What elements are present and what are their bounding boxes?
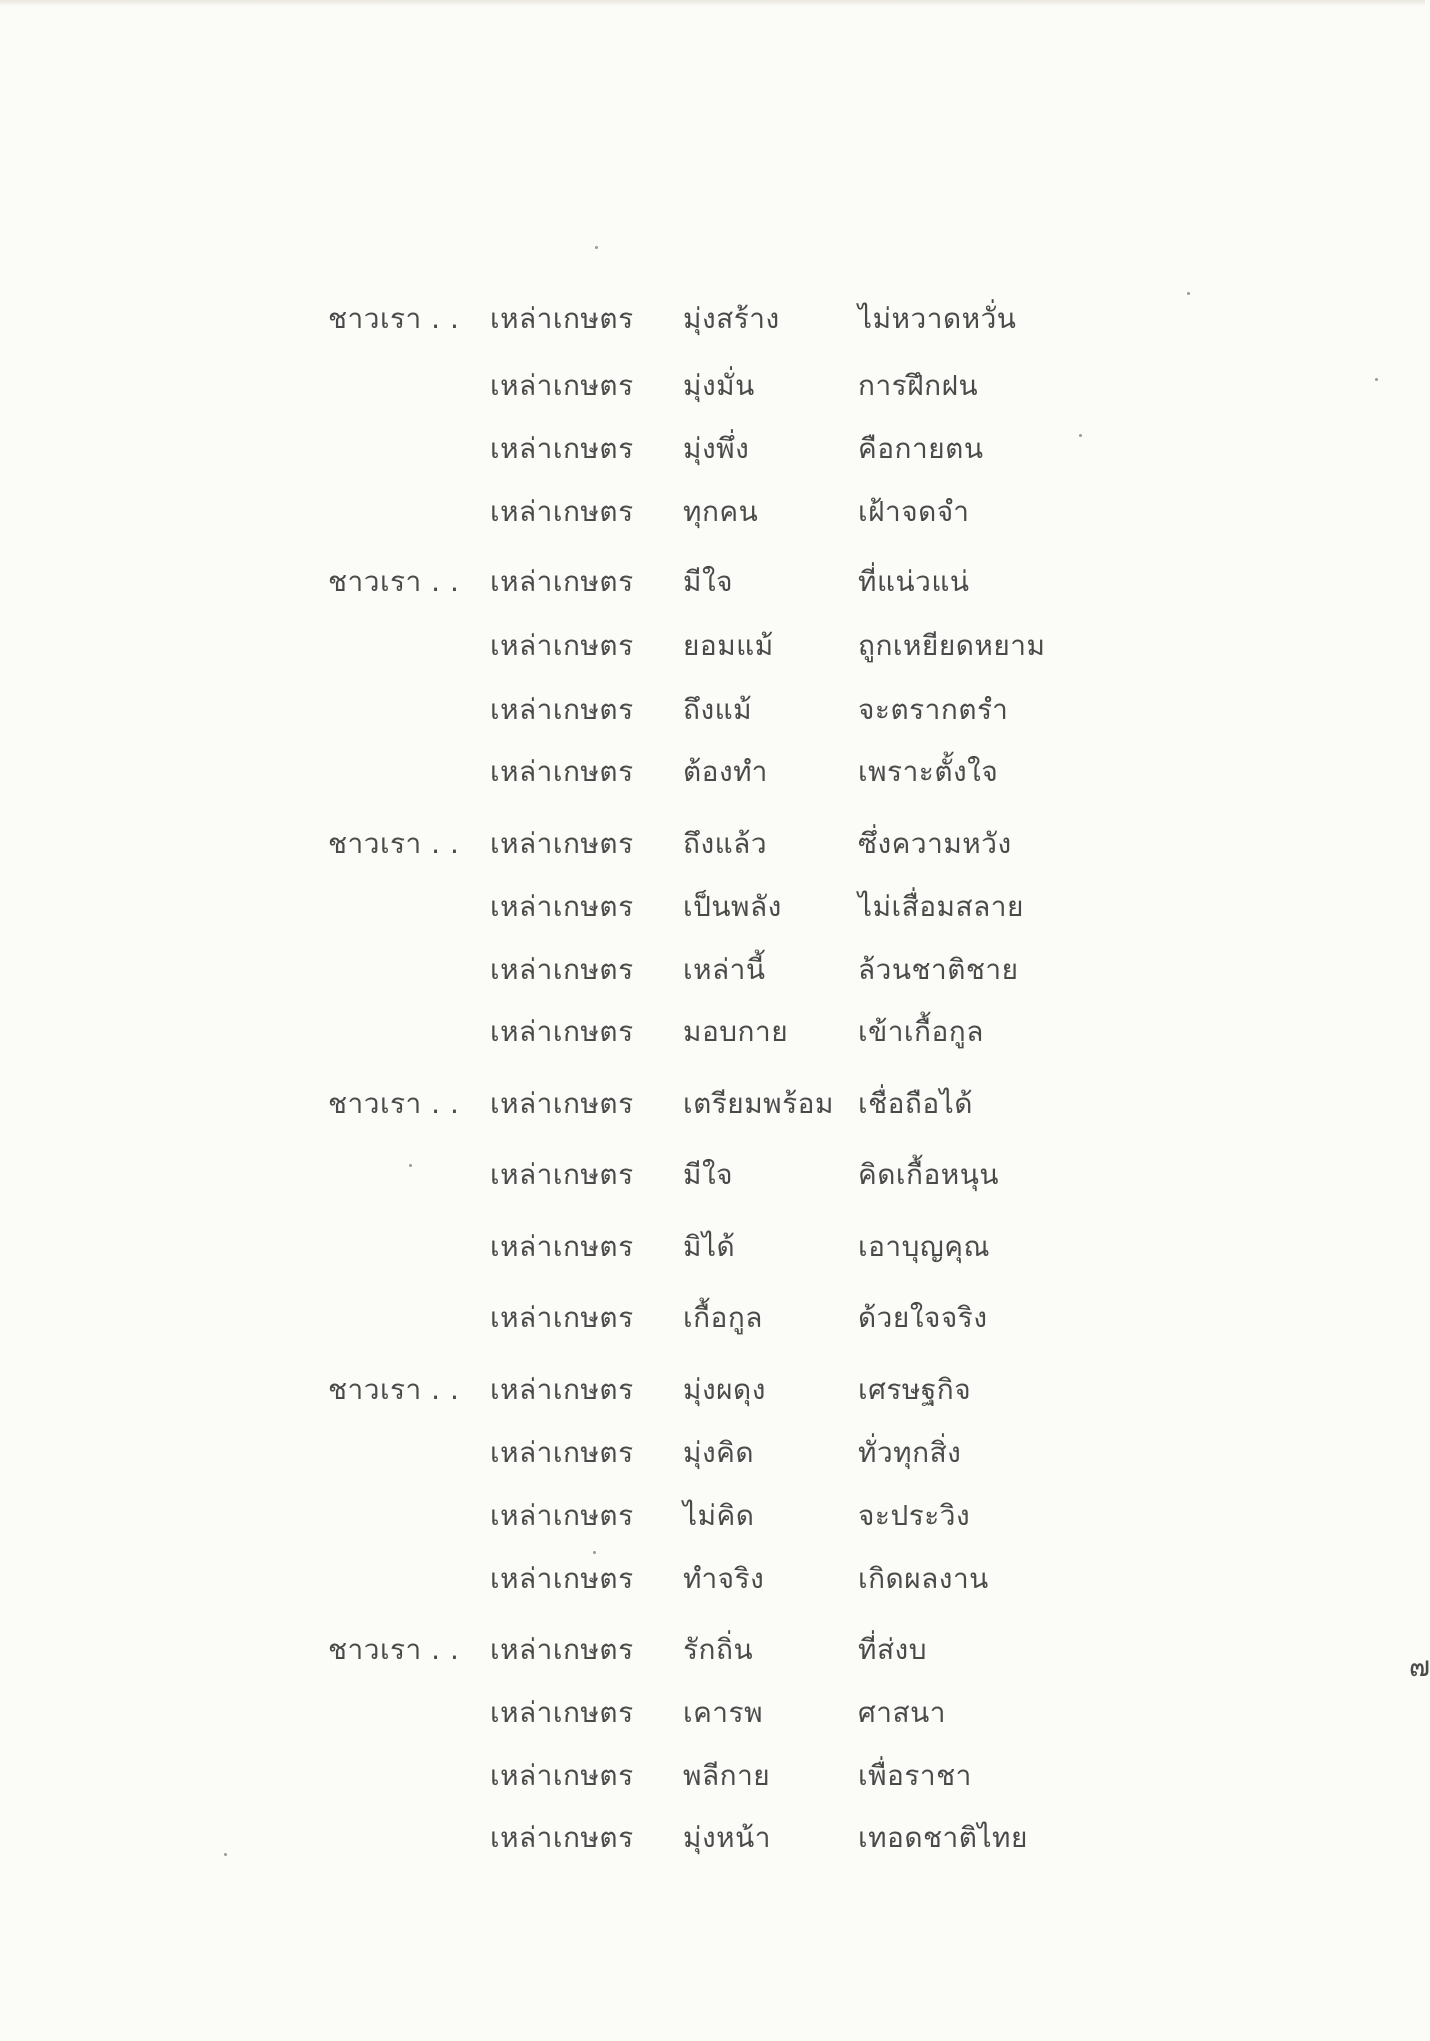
paper-speck (595, 246, 598, 249)
poem-line (0, 624, 1425, 668)
line-verb: เกื้อกูล (683, 1301, 763, 1334)
line-subject: เหล่าเกษตร (490, 1696, 634, 1729)
paper-speck (593, 1551, 596, 1554)
line-object: ที่ส่งบ (858, 1633, 927, 1666)
poem-line (0, 1368, 1425, 1412)
line-subject: เหล่าเกษตร (490, 1230, 634, 1263)
line-object: เศรษฐกิจ (858, 1373, 972, 1406)
poem-line (0, 1494, 1425, 1538)
line-verb: ถึงแม้ (683, 693, 753, 726)
line-object: เพราะตั้งใจ (858, 755, 999, 788)
line-subject: เหล่าเกษตร (490, 1436, 634, 1469)
paper-speck (1375, 378, 1378, 381)
poem-line (0, 1557, 1425, 1601)
line-lead: ชาวเรา . . (328, 827, 460, 860)
line-lead: ชาวเรา . . (328, 1373, 460, 1406)
line-object: ทั่วทุกสิ่ง (858, 1436, 962, 1469)
poem-line (0, 560, 1425, 604)
line-subject: เหล่าเกษตร (490, 302, 634, 335)
line-subject: เหล่าเกษตร (490, 755, 634, 788)
line-verb: ไม่คิด (683, 1499, 755, 1532)
line-object: คิดเกื้อหนุน (858, 1158, 999, 1191)
line-verb: เป็นพลัง (683, 890, 782, 923)
line-lead: ชาวเรา . . (328, 302, 460, 335)
line-object: เฝ้าจดจำ (858, 495, 970, 528)
line-object: ที่แน่วแน่ (858, 565, 970, 598)
line-subject: เหล่าเกษตร (490, 1373, 634, 1406)
line-subject: เหล่าเกษตร (490, 1301, 634, 1334)
line-object: เทอดชาติไทย (858, 1821, 1028, 1854)
line-object: ศาสนา (858, 1696, 946, 1729)
line-lead: ชาวเรา . . (328, 1087, 460, 1120)
paper-speck (224, 1853, 227, 1856)
line-subject: เหล่าเกษตร (490, 369, 634, 402)
line-verb: มุ่งพึ่ง (683, 432, 750, 465)
line-verb: รักถิ่น (683, 1633, 754, 1666)
line-lead: ชาวเรา . . (328, 565, 460, 598)
line-verb: ทุกคน (683, 495, 759, 528)
line-object: ซึ่งความหวัง (858, 827, 1012, 860)
line-subject: เหล่าเกษตร (490, 629, 634, 662)
line-subject: เหล่าเกษตร (490, 827, 634, 860)
paper-speck (1187, 292, 1190, 295)
line-object: จะประวิง (858, 1499, 971, 1532)
line-object: ถูกเหยียดหยาม (858, 629, 1046, 662)
poem-line (0, 364, 1425, 408)
line-object: ไม่เสื่อมสลาย (858, 890, 1024, 923)
line-object: จะตรากตรำ (858, 693, 1009, 726)
line-verb: เคารพ (683, 1696, 764, 1729)
line-subject: เหล่าเกษตร (490, 1015, 634, 1048)
line-verb: ถึงแล้ว (683, 827, 768, 860)
poem-line (0, 1816, 1425, 1860)
paper-speck (1079, 434, 1082, 437)
line-object: เอาบุญคุณ (858, 1230, 990, 1263)
line-subject: เหล่าเกษตร (490, 1499, 634, 1532)
line-verb: ยอมแม้ (683, 629, 774, 662)
poem-line (0, 1153, 1425, 1197)
line-object: ล้วนชาติชาย (858, 953, 1019, 986)
line-lead: ชาวเรา . . (328, 1633, 460, 1666)
poem-line (0, 1628, 1425, 1672)
line-verb: มิได้ (683, 1230, 736, 1263)
poem-line (0, 885, 1425, 929)
poem-line (0, 1010, 1425, 1054)
line-subject: เหล่าเกษตร (490, 432, 634, 465)
line-subject: เหล่าเกษตร (490, 1562, 634, 1595)
paper-speck (409, 1164, 412, 1167)
poem-line (0, 750, 1425, 794)
poem-line (0, 948, 1425, 992)
line-verb: มุ่งผดุง (683, 1373, 766, 1406)
line-verb: มีใจ (683, 565, 734, 598)
line-object: เพื่อราชา (858, 1759, 972, 1792)
line-subject: เหล่าเกษตร (490, 953, 634, 986)
line-verb: มุ่งคิด (683, 1436, 755, 1469)
line-verb: ทำจริง (683, 1562, 765, 1595)
line-verb: มีใจ (683, 1158, 734, 1191)
line-verb: มอบกาย (683, 1015, 789, 1048)
line-verb: พลีกาย (683, 1759, 771, 1792)
poem-line (0, 427, 1425, 471)
line-subject: เหล่าเกษตร (490, 1633, 634, 1666)
line-subject: เหล่าเกษตร (490, 1087, 634, 1120)
line-subject: เหล่าเกษตร (490, 1821, 634, 1854)
line-verb: เหล่านี้ (683, 953, 766, 986)
line-subject: เหล่าเกษตร (490, 1759, 634, 1792)
line-object: ไม่หวาดหวั่น (858, 302, 1017, 335)
line-object: ด้วยใจจริง (858, 1301, 988, 1334)
line-object: คือกายตน (858, 432, 984, 465)
poem-line (0, 1431, 1425, 1475)
poem-line (0, 297, 1425, 341)
poem-line (0, 1082, 1425, 1126)
poem-line (0, 822, 1425, 866)
line-object: เข้าเกื้อกูล (858, 1015, 984, 1048)
line-subject: เหล่าเกษตร (490, 890, 634, 923)
page-number: ๗ (1409, 1650, 1430, 1683)
line-subject: เหล่าเกษตร (490, 565, 634, 598)
line-verb: ต้องทำ (683, 755, 768, 788)
line-object: เกิดผลงาน (858, 1562, 989, 1595)
line-object: เชื่อถือได้ (858, 1087, 973, 1120)
line-subject: เหล่าเกษตร (490, 1158, 634, 1191)
poem-line (0, 1296, 1425, 1340)
poem-line (0, 490, 1425, 534)
line-object: การฝึกฝน (858, 369, 979, 402)
line-verb: มุ่งสร้าง (683, 302, 780, 335)
poem-line (0, 1691, 1425, 1735)
line-verb: เตรียมพร้อม (683, 1087, 834, 1120)
line-subject: เหล่าเกษตร (490, 495, 634, 528)
poem-line (0, 1225, 1425, 1269)
poem-line (0, 1754, 1425, 1798)
line-verb: มุ่งหน้า (683, 1821, 771, 1854)
line-subject: เหล่าเกษตร (490, 693, 634, 726)
line-verb: มุ่งมั่น (683, 369, 755, 402)
poem-line (0, 688, 1425, 732)
